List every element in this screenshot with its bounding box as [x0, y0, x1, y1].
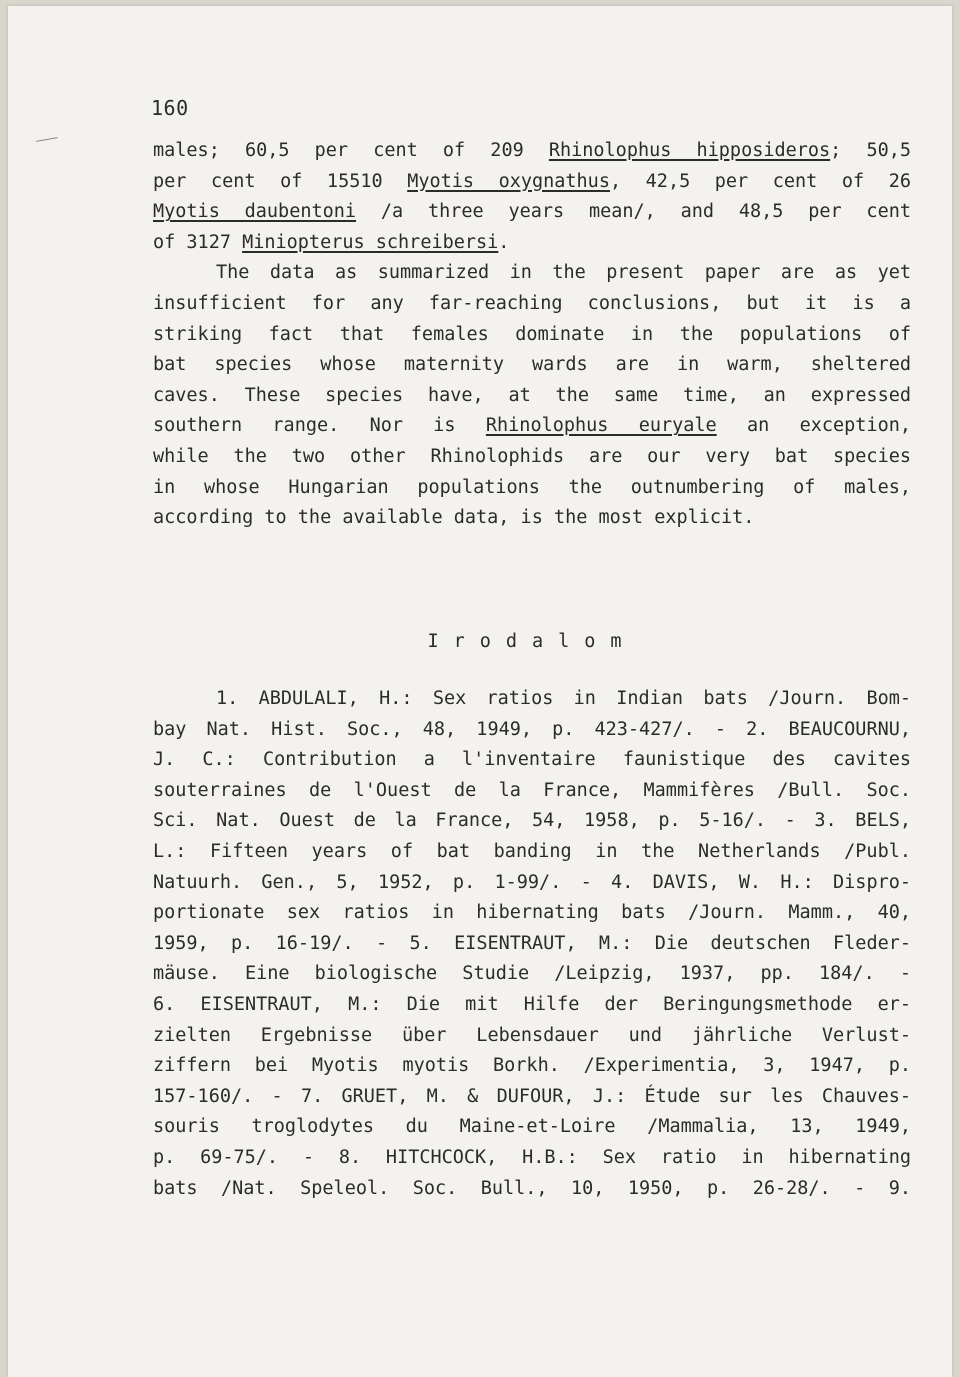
reference-line: mäuse. Eine biologische Studie /Leipzig, 1937, pp. 184/. - — [153, 963, 911, 985]
body-text-segment: males; 60,5 per cent of 209 — [153, 140, 549, 161]
body-line — [153, 197, 911, 228]
body-text-segment: in whose Hungarian populations the outnumbering of males, — [153, 476, 911, 498]
reference-line: portionate sex ratios in hibernating bats /Journ. Mamm., 40, — [153, 902, 911, 924]
body-line — [153, 442, 911, 473]
margin-mark — [36, 137, 58, 144]
reference-line: p. 69-75/. - 8. HITCHCOCK, H.B.: Sex ratio in hibernating — [153, 1146, 911, 1168]
body-text-segment: an exception, — [716, 415, 911, 437]
body-line — [153, 473, 911, 504]
species-name: Myotis daubentoni — [153, 201, 357, 223]
body-line — [153, 258, 911, 289]
reference-line: zielten Ergebnisse über Lebensdauer und jährliche Verlust- — [153, 1024, 911, 1046]
body-line — [153, 350, 911, 381]
body-line — [153, 320, 911, 351]
reference-line: 6. EISENTRAUT, M.: Die mit Hilfe der Beringungsmethode er- — [153, 993, 911, 1015]
reference-line: souterraines de l'Ouest de la France, Mammifères /Bull. Soc. — [153, 779, 911, 801]
reference-line: J. C.: Contribution a l'inventaire faunistique des cavites — [153, 749, 911, 771]
body-text-segment: striking fact that females dominate in the populations of — [153, 323, 911, 345]
body-line — [153, 228, 911, 259]
reference-line: Natuurh. Gen., 5, 1952, p. 1-99/. - 4. DAVIS, W. H.: Dispro- — [153, 871, 911, 893]
body-text-segment: caves. These species have, at the same time, an expressed — [153, 384, 911, 406]
reference-line: bay Nat. Hist. Soc., 48, 1949, p. 423-427/. - 2. BEAUCOURNU, — [153, 718, 911, 740]
reference-line: 157-160/. - 7. GRUET, M. & DUFOUR, J.: Étude sur les Chauves- — [153, 1085, 911, 1107]
body-text-segment: of 3127 — [153, 231, 243, 253]
body-text-segment: ; 50,5 — [830, 140, 911, 161]
body-text-segment: , 42,5 per cent of 26 — [609, 170, 911, 192]
reference-line: 1. ABDULALI, H.: Sex ratios in Indian bats /Journ. Bom- — [216, 688, 911, 709]
species-name: Myotis oxygnathus — [407, 170, 610, 192]
section-heading: Irodalom — [427, 631, 637, 652]
reference-line: L.: Fifteen years of bat banding in the Netherlands /Publ. — [153, 840, 911, 862]
body-line — [153, 136, 911, 167]
body-text-segment: insufficient for any far-reaching conclusions, but it is a — [153, 292, 911, 314]
reference-line: Sci. Nat. Ouest de la France, 54, 1958, p. 5-16/. - 3. BELS, — [153, 810, 911, 832]
reference-line: 1959, p. 16-19/. - 5. EISENTRAUT, M.: Die deutschen Fleder- — [153, 932, 911, 954]
body-paragraph — [153, 136, 911, 534]
body-text-segment: . — [498, 231, 510, 253]
body-line — [153, 289, 911, 320]
document-page — [8, 6, 952, 1377]
species-name: Rhinolophus hipposideros — [548, 140, 831, 161]
body-line — [153, 411, 911, 442]
species-name: Miniopterus schreibersi — [242, 231, 499, 253]
reference-line: bats /Nat. Speleol. Soc. Bull., 10, 1950, p. 26-28/. - 9. — [153, 1177, 911, 1199]
body-text-segment: per cent of 15510 — [153, 170, 408, 192]
body-text-segment: southern range. Nor is — [153, 415, 486, 437]
reference-line: souris troglodytes du Maine-et-Loire /Mammalia, 13, 1949, — [153, 1116, 911, 1138]
body-text-segment: /a three years mean/, and 48,5 per cent — [356, 201, 911, 223]
reference-line: ziffern bei Myotis myotis Borkh. /Experimentia, 3, 1947, p. — [153, 1055, 911, 1077]
body-line — [153, 381, 911, 412]
species-name: Rhinolophus euryale — [485, 415, 717, 437]
body-text-segment: bat species whose maternity wards are in warm, sheltered — [153, 354, 911, 376]
body-line — [153, 503, 911, 534]
page-number: 160 — [151, 96, 189, 120]
body-text-segment: while the two other Rhinolophids are our very bat species — [153, 445, 911, 467]
body-text-segment: The data as summarized in the present paper are as yet — [216, 262, 911, 284]
body-line — [153, 167, 911, 198]
body-text-segment: according to the available data, is the most explicit. — [153, 507, 755, 529]
reference-list — [153, 684, 911, 1204]
